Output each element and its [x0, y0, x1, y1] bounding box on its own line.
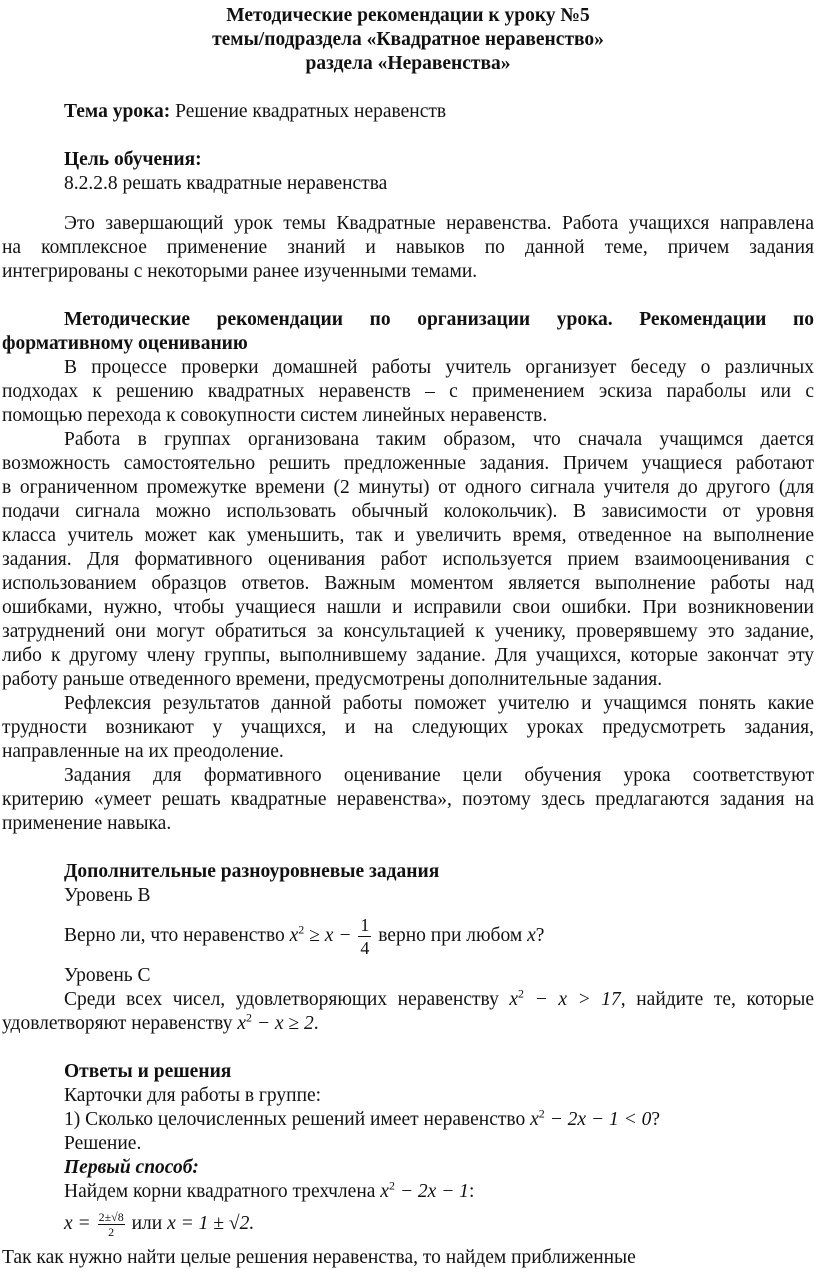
- level-c-ineq1-x: x: [509, 989, 519, 1010]
- q1-x: x: [530, 1109, 539, 1130]
- level-c-label: Уровень С: [64, 965, 151, 986]
- p4-line-3: применение навыка.: [2, 813, 172, 834]
- level-b-task: [64, 912, 544, 960]
- roots-or: или: [126, 1213, 168, 1234]
- q1-end: ?: [651, 1109, 661, 1130]
- title-line-3: раздела «Неравенства»: [305, 53, 511, 74]
- p1-line-1: В процессе проверки домашней работы учитель организует беседу о различных: [64, 357, 814, 378]
- level-c-ineq2-rest: − x ≥ 2: [251, 1013, 314, 1034]
- level-c-ineq1-exp: 2: [518, 986, 525, 1001]
- roots-fraction-den: 2: [108, 1225, 115, 1240]
- level-b-label: Уровень В: [64, 885, 151, 906]
- learning-goal-value: 8.2.2.8 решать квадратные неравенства: [64, 173, 388, 194]
- lesson-topic-value: Решение квадратных неравенств: [170, 101, 447, 122]
- methodical-heading-line-1: Методические рекомендации по организации урока. Рекомендации по: [64, 309, 814, 330]
- level-b-task-after: верно при любом: [373, 925, 528, 946]
- methodical-heading-line-2: формативному оцениванию: [2, 333, 248, 354]
- level-b-math-rel: ≥ x −: [304, 925, 357, 946]
- level-b-task-before: Верно ли, что неравенство: [64, 925, 290, 946]
- p2-line-8: ошибками, нужно, чтобы учащиеся нашли и исправили свои ошибки. При возникновении: [2, 597, 814, 618]
- p2-line-10: либо к другому члену группы, выполнившему задание. Для учащихся, которые закончат эту: [2, 645, 814, 666]
- p2-line-1: Работа в группах организована таким образом, что сначала учащимся дается: [64, 429, 814, 450]
- question-1: [64, 1108, 660, 1132]
- lesson-topic-label: Тема урока:: [64, 101, 171, 122]
- p2-line-6: задания. Для формативного оценивания работ используется прием взаимооценивания с: [2, 549, 814, 570]
- title-line-2: темы/подраздела «Квадратное неравенство»: [212, 29, 604, 50]
- p2-line-2: возможность самостоятельно решить предложенные задания. Причем учащиеся работают: [2, 453, 814, 474]
- level-b-task-end: ?: [535, 925, 545, 946]
- p2-line-3: в ограниченном промежутке времени (2 минуты) от одного сигнала учителя до другого (для: [2, 477, 814, 498]
- roots-line: [64, 1180, 474, 1204]
- level-b-math-exp: 2: [298, 922, 305, 937]
- p2-line-7: использованием образцов ответов. Важным моментом является выполнение работы над: [2, 573, 814, 594]
- solution-label: Решение.: [64, 1133, 142, 1154]
- p2-line-5: класса учитель может как уменьшить, так и увеличить время, отведенное на выполнение: [2, 525, 814, 546]
- p2-line-4: подачи сигнала можно использовать обычный колокольчик). В зависимости от уровня: [2, 501, 814, 522]
- level-c-task-line-1: [64, 988, 814, 1012]
- learning-goal-label: Цель обучения:: [64, 149, 202, 170]
- roots-exp: 2: [388, 1178, 395, 1193]
- p1-line-2: подходах к решению квадратных неравенств – с применением эскиза параболы или с: [2, 381, 814, 402]
- intro-line-1: Это завершающий урок темы Квадратные неравенства. Работа учащихся направлена: [64, 213, 814, 234]
- roots-rest: − 2x − 1: [394, 1181, 469, 1202]
- extra-tasks-heading: Дополнительные разноуровневые задания: [64, 861, 440, 882]
- level-c-line2-before: удовлетворяют неравенству: [2, 1013, 238, 1034]
- p1-line-3: помощью перехода к совокупности систем линейных неравенств.: [2, 405, 548, 426]
- method-1-label: Первый способ:: [64, 1157, 199, 1178]
- level-c-ineq2-x: x: [237, 1013, 246, 1034]
- intro-line-3: интегрированы с некоторыми ранее изученными темами.: [2, 261, 478, 282]
- roots-before: Найдем корни квадратного трехчлена: [64, 1181, 381, 1202]
- p2-line-9: затруднений они могут обратиться за консультацией к ученику, проверявшему это задание,: [2, 621, 814, 642]
- p3-line-1: Рефлексия результатов данной работы поможет учителю и учащимся понять какие: [64, 693, 814, 714]
- p4-line-1: Задания для формативного оценивание цели обучения урока соответствуют: [64, 765, 814, 786]
- roots-x: x: [380, 1181, 389, 1202]
- p4-line-2: критерию «умеет решать квадратные неравенства», поэтому здесь предлагаются задания на: [2, 789, 814, 810]
- q1-exp: 2: [538, 1106, 545, 1121]
- level-b-math-x: x: [289, 925, 299, 946]
- last-line: Так как нужно найти целые решения неравенства, то найдем приближенные: [2, 1247, 636, 1268]
- p3-line-2: трудности возникают у учащихся, и на следующих уроках предусмотреть задания,: [2, 717, 814, 738]
- level-c-task-line-2: [2, 1012, 319, 1036]
- level-b-var: x: [527, 925, 536, 946]
- p3-line-3: направленные на их преодоление.: [2, 741, 284, 762]
- level-c-ineq2-exp: 2: [245, 1010, 252, 1025]
- level-c-line2-after: .: [313, 1013, 319, 1034]
- level-b-fraction-num: 1: [360, 915, 370, 936]
- roots-end: :: [468, 1181, 475, 1202]
- p2-line-11: работу раньше отведенного времени, предусмотрены дополнительные задания.: [2, 669, 663, 690]
- intro-line-2: на комплексное применение знаний и навыков по данной теме, причем задания: [2, 237, 814, 258]
- level-b-fraction-den: 4: [360, 938, 370, 959]
- roots-x-eq: x =: [64, 1213, 96, 1234]
- level-c-ineq1-rest: − x > 17: [524, 989, 621, 1010]
- lesson-topic: [64, 100, 446, 124]
- q1-before: 1) Сколько целочисленных решений имеет неравенство: [64, 1109, 531, 1130]
- roots-formula: [64, 1204, 254, 1244]
- level-c-line1-before: Среди всех чисел, удовлетворяющих неравенству: [64, 989, 510, 1010]
- roots-fraction-num: 2±√8: [98, 1210, 124, 1225]
- level-b-fraction: [358, 914, 371, 959]
- title-line-1: Методические рекомендации к уроку №5: [226, 5, 590, 26]
- level-c-line1-after: , найдите те, которые: [620, 989, 814, 1010]
- roots-x-eq-2: x = 1 ± √2.: [167, 1213, 255, 1234]
- q1-rest: − 2x − 1 < 0: [544, 1109, 652, 1130]
- cards-label: Карточки для работы в группе:: [64, 1085, 322, 1106]
- answers-heading: Ответы и решения: [64, 1061, 232, 1082]
- roots-fraction: [98, 1210, 125, 1239]
